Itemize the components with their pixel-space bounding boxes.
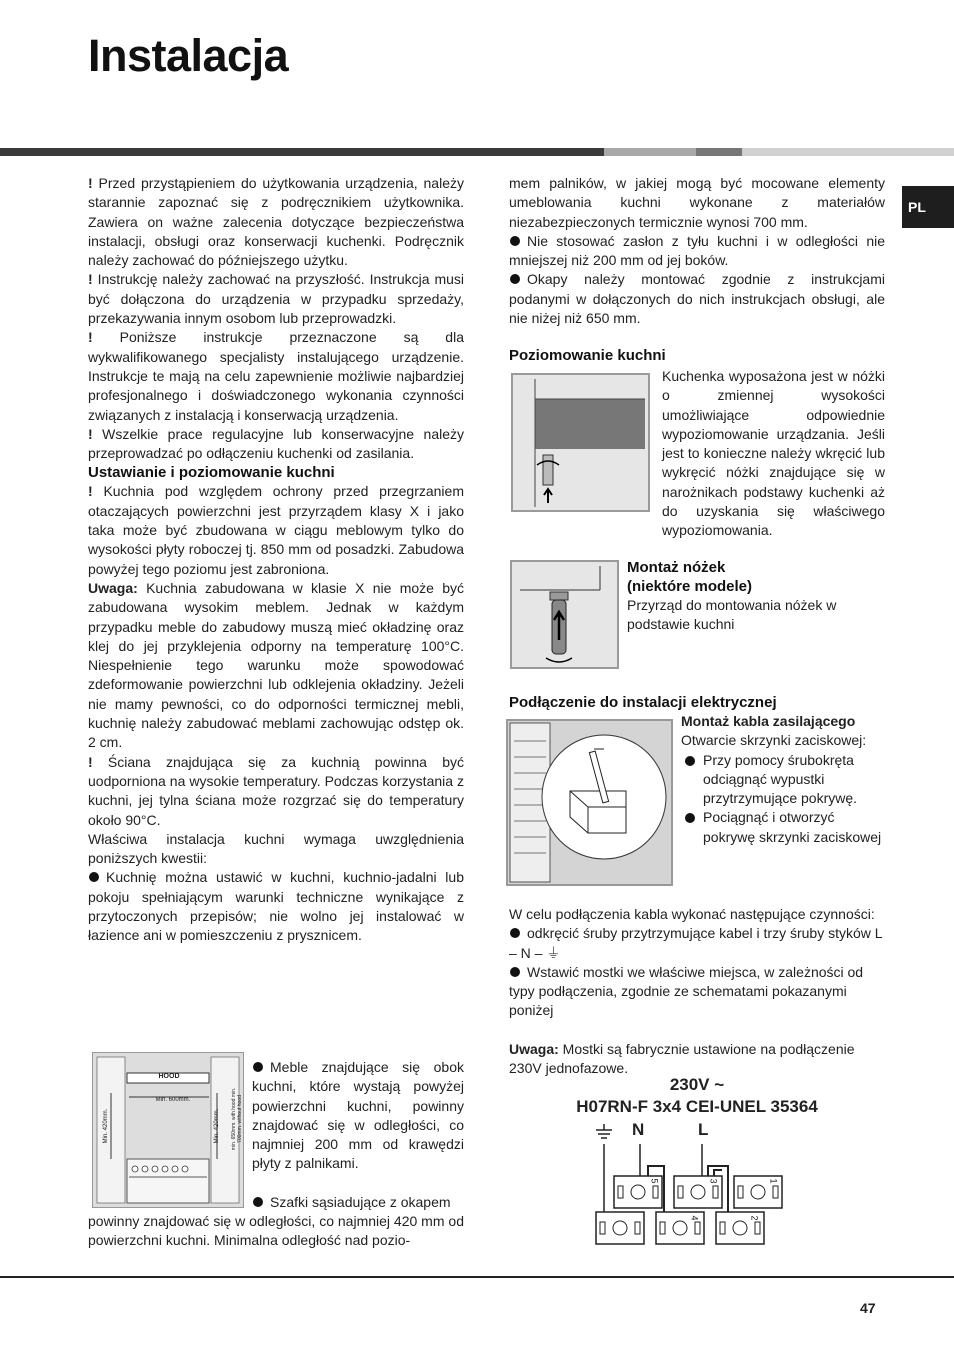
bullet-text: Kuchnię można ustawić w kuchni, kuchnio-jadalni lub pokoju spełniającym warunki techniczne wynikające z przytoczonych przepisów; nie wolno jej instalować w łazience ani w pomieszczeniu z prysznicem.	[88, 869, 464, 944]
paragraph-class-x	[88, 482, 464, 578]
bullet-text: Okapy należy montować zgodnie z instrukcjami podanymi w dołączonych do nich instrukcjach obsługi, ale nie niżej niż 650 mm.	[509, 271, 885, 327]
terminal-1-label: 1	[768, 1178, 779, 1184]
cable-mount-intro: Otwarcie skrzynki zaciskowej:	[681, 732, 867, 749]
warning-mark: !	[88, 483, 93, 500]
feet-mounting-drawing	[512, 562, 617, 667]
paragraph-uwaga	[88, 579, 464, 753]
cabinets-continuation	[88, 1212, 464, 1251]
bullet-text: Pociągnąć i otworzyć pokrywę skrzynki zaciskowej	[703, 809, 882, 845]
section-heading-montaz: Montaż nóżek	[627, 559, 726, 576]
paragraph-text: Kuchnia zabudowana w klasie X nie może być zabudowana wysokim meblem. Jednak w każdym przypadku meble do zabudowy muszą mieć okładzinę oraz klej do jej przyklejenia odporny na temperaturę 100°C. Niespełnienie tego warunku może spowodować zdeformowanie powierzchni lub odklejenia okładziny. Jeżeli nie mamy pewności, co do odporności termicznej mebli, kuchnię należy zabudować meblami zachowując odstęp ok. 2 cm.	[88, 579, 464, 751]
note-230v	[509, 1040, 885, 1079]
paragraph-text: Instrukcję należy zachować na przyszłość. Instrukcja musi być dołączona do urządzenia w przypadku sprzedaży, przekazywania innym osobom lub przeprowadzki.	[88, 271, 464, 327]
wiring-cable-spec: H07RN-F 3x4 CEI-UNEL 35364	[576, 1097, 818, 1116]
terminal-box-drawing	[508, 721, 671, 884]
terminal-5-label: 5	[649, 1178, 660, 1184]
wiring-diagram	[590, 1120, 790, 1250]
warning-mark: !	[88, 753, 93, 770]
note-label: Uwaga:	[509, 1040, 559, 1057]
paragraph-text: Poniższe instrukcje przeznaczone są dla wykwalifikowanego specjalisty instalującego urządzenie. Instrukcje te mają na celu zapewnienie możliwie najbardziej profesjonalnego i doświadczonego wykonania czynności związanych z instalacją i konserwacją urządzenia.	[88, 329, 464, 423]
wiring-drawing	[590, 1120, 790, 1250]
bullet-text: Meble znajdujące się obok kuchni, które wystają powyżej powierzchni kuchni, powinny znajdować się w odległości, co najmniej 200 mm od krawędzi płyty z palnikami.	[252, 1059, 464, 1172]
page-number: 47	[860, 1300, 876, 1316]
wiring-voltage: 230V ~	[669, 1075, 725, 1094]
section-heading-electrical: Podłączenie do instalacji elektrycznej	[509, 694, 777, 711]
header-band-mid2	[696, 148, 742, 156]
bullet-icon	[89, 872, 99, 882]
cable-mount-heading: Montaż kabla zasilającego	[681, 713, 856, 729]
paragraph-text: Kuchnia pod względem ochrony przed przegrzaniem otaczających powierzchni jest przyrządem klasy X i jako taka może być zbudowana w ciągu meblowym tylko do wysokości płyty roboczej tj. 850 mm od posadzki. Zabudowa powyżej tego poziomu jest zabroniona.	[88, 483, 464, 577]
bullet-icon	[685, 756, 695, 766]
bullet-curtains	[509, 232, 885, 271]
bullet-text: odkręcić śruby przytrzymujące kabel i trzy śruby styków L – N – ⏚	[509, 925, 883, 961]
paragraph-text: Ściana znajdująca się za kuchnią powinna być uodporniona na wysokie temperatury. Podczas korzystania z kuchni, jej tylna ściana może rozgrzać się do temperatury około 90°C.	[88, 753, 464, 828]
leveling-drawing	[513, 375, 648, 510]
feet-mounting-figure	[510, 560, 619, 669]
cable-mount-block	[681, 712, 885, 847]
page-title: Instalacja	[88, 30, 289, 81]
wiring-n-label: N	[632, 1120, 645, 1139]
terminal-box-figure	[506, 719, 673, 886]
bullet-hoods	[509, 270, 885, 328]
language-tab: PL	[902, 186, 954, 228]
leveling-text-block	[662, 367, 885, 541]
bullet-cabinets	[252, 1193, 464, 1212]
min-420-left-label: Min. 420mm.	[103, 1108, 109, 1144]
terminal-2-label: 2	[749, 1215, 760, 1221]
terminal-4-label: 4	[689, 1215, 700, 1221]
bullet-icon	[510, 928, 520, 938]
paragraph-text: Mostki są fabrycznie ustawione na podłączenie 230V jednofazowe.	[509, 1040, 855, 1077]
bullet-icon	[253, 1062, 263, 1072]
paragraph-requirements: Właściwa instalacja kuchni wymaga uwzględnienia poniższych kwestii:	[88, 830, 464, 867]
bullet-icon	[510, 274, 520, 284]
leveling-text: Kuchenka wyposażona jest w nóżki o zmiennej wysokości umożliwiające odpowiednie wypoziomowanie urządzania. Jeśli jest to konieczne należy wkręcić lub wykręcić nóżki znajdujące się w narożnikach podstawy kuchenki aż do uzyskania się właściwego wypoziomowania.	[662, 368, 885, 539]
paragraph-height-700: mem palników, w jakiej mogą być mocowane elementy umeblowania kuchni wykonane z materiałów niezabezpieczonych termicznie wynosi 700 mm.	[509, 175, 885, 230]
bullet-text: Nie stosować zasłon z tyłu kuchni i w odległości nie mniejszej niż 200 mm od jej boków.	[509, 232, 885, 269]
min-420-right-label: Min. 420mm.	[214, 1108, 220, 1144]
connection-steps	[509, 905, 885, 1078]
cable-bullet-2	[681, 808, 885, 847]
header-band-mid	[604, 148, 696, 156]
bullet-text: Przy pomocy śrubokręta odciągnąć wypustki przytrzymujące pokrywę.	[703, 751, 858, 807]
warning-mark: !	[88, 425, 93, 442]
note-label: Uwaga:	[88, 579, 138, 596]
bullet-icon	[510, 967, 520, 977]
footer-rule	[0, 1276, 954, 1278]
bullet-furniture	[252, 1058, 464, 1174]
paragraph-intro	[88, 174, 464, 270]
bullet-bridges	[509, 963, 885, 1021]
hood-clearance-figure	[92, 1052, 244, 1208]
min-650-label: min. 650mm. with hood min. 700mm. without hood	[231, 1087, 243, 1151]
bullet-icon	[510, 236, 520, 246]
paragraph-wall	[88, 753, 464, 830]
min-600-label: Min. 600mm.	[155, 1097, 191, 1103]
connection-intro: W celu podłączenia kabla wykonać następujące czynności:	[509, 906, 875, 922]
paragraph-text: powinny znajdować się w odległości, co najmniej 420 mm od powierzchni kuchni. Minimalna odległość nad pozio-	[88, 1213, 464, 1249]
bullet-unscrew	[509, 924, 885, 963]
warning-mark: !	[88, 329, 93, 346]
column-right	[509, 174, 885, 328]
paragraph-qualified	[88, 328, 464, 424]
paragraph-text: Przed przystąpieniem do użytkowania urządzenia, należy starannie zapoznać się z podręcznikiem użytkownika. Zawiera on ważne zalecenia dotyczące bezpieczeństwa instalacji, obsługi oraz konserwacji kuchenki. Podręcznik należy zachować do późniejszego użytku.	[88, 175, 464, 269]
header-band-light	[742, 148, 954, 156]
header-band-dark	[0, 148, 604, 156]
section-heading-poziomowanie: Poziomowanie kuchni	[509, 347, 666, 364]
feet-mounting-text-block	[627, 558, 885, 635]
paragraph-keep-manual	[88, 270, 464, 328]
bullet-text: Szafki sąsiadujące z okapem	[270, 1193, 451, 1210]
bullet-room	[88, 868, 464, 945]
wiring-title	[509, 1074, 885, 1118]
wiring-l-label: L	[698, 1120, 709, 1139]
paragraph-text: Wszelkie prace regulacyjne lub konserwacyjne należy przeprowadzać po odłączeniu kuchenki od zasilania.	[88, 425, 464, 462]
bullet-text: Wstawić mostki we właściwe miejsca, w zależności od typy podłączenia, zgodnie ze schematami pokazanymi poniżej	[509, 963, 864, 1019]
bullet-icon	[253, 1197, 263, 1207]
terminal-3-label: 3	[708, 1178, 719, 1184]
furniture-bullets	[252, 1058, 464, 1212]
leveling-figure	[511, 373, 650, 512]
feet-mounting-text: Przyrząd do montowania nóżek w podstawie kuchni	[627, 597, 837, 633]
paragraph-disconnect	[88, 425, 464, 464]
warning-mark: !	[88, 271, 93, 288]
hood-label: HOOD	[158, 1073, 180, 1080]
section-heading-ustawianie: Ustawianie i poziomowanie kuchni	[88, 464, 335, 482]
cable-bullet-1	[681, 751, 885, 809]
column-left	[88, 174, 464, 946]
bullet-icon	[685, 813, 695, 823]
section-heading-montaz-sub: (niektóre modele)	[627, 578, 753, 595]
warning-mark: !	[88, 175, 93, 191]
